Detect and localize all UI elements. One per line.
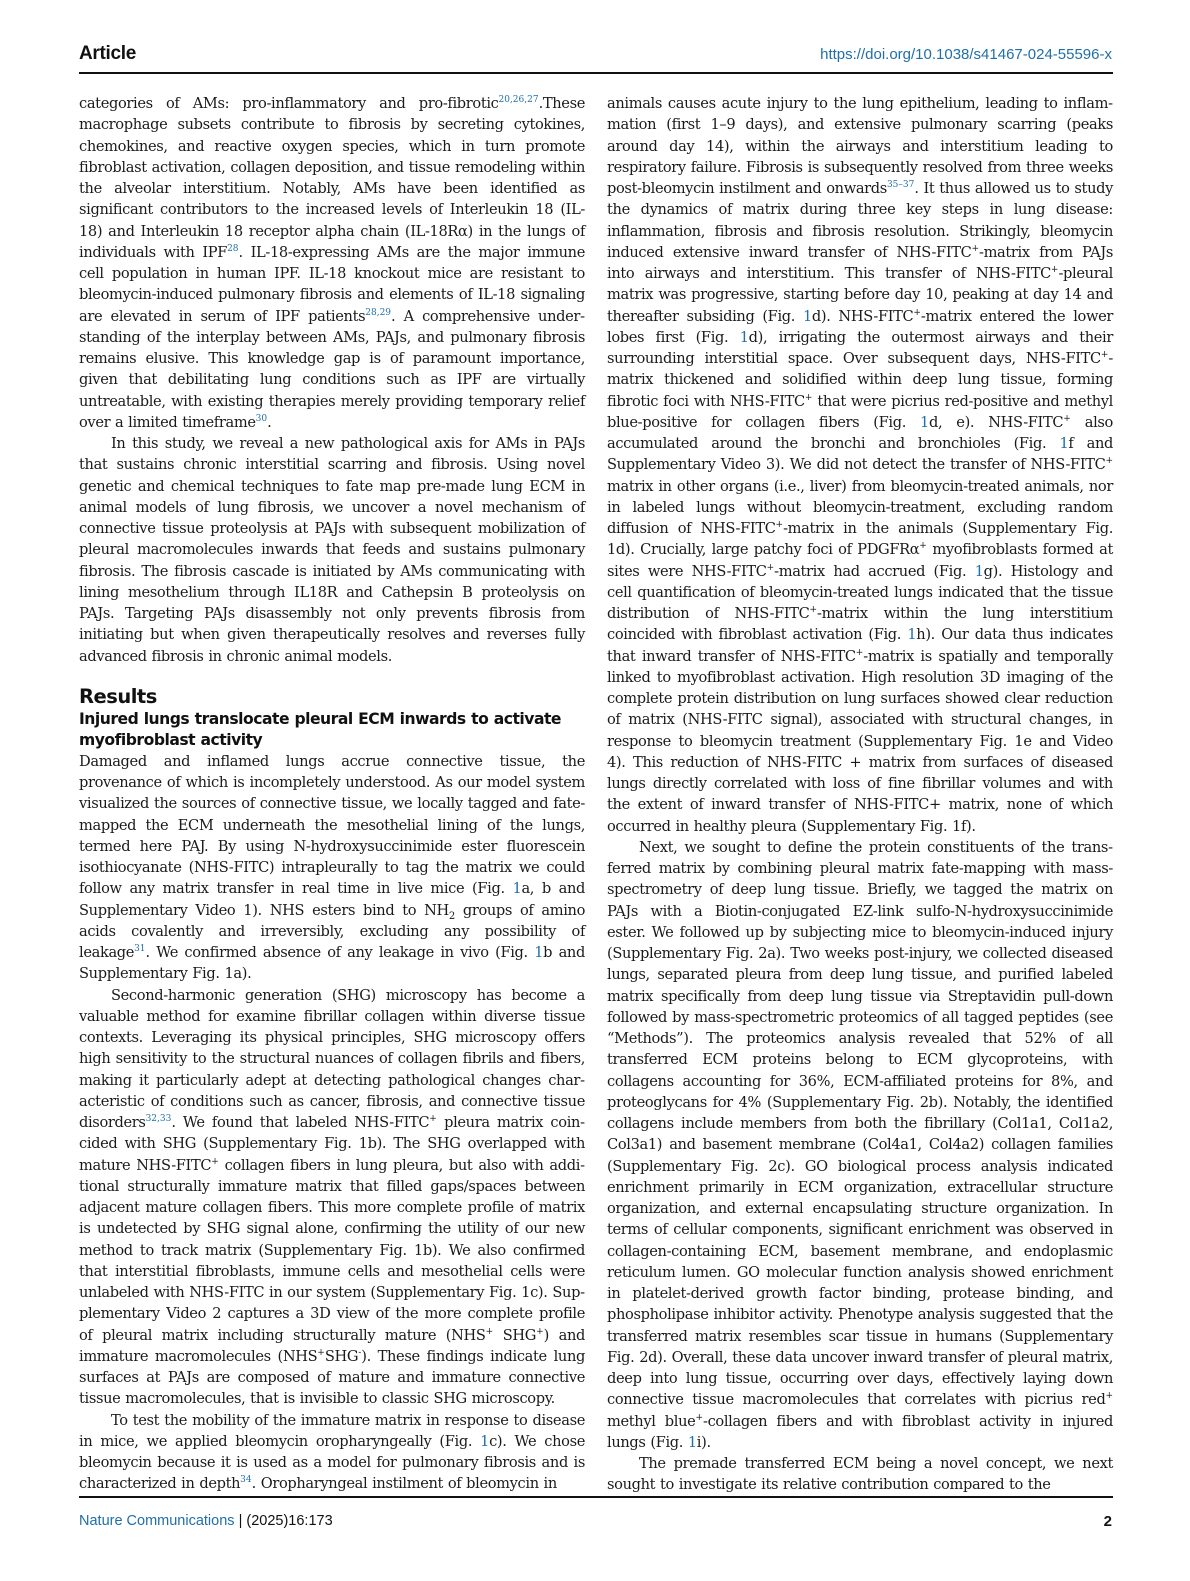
superscript: +	[695, 1412, 703, 1423]
superscript: +	[1063, 413, 1071, 424]
doi-link[interactable]: https://doi.org/10.1038/s41467-024-55596-x	[820, 46, 1112, 63]
figure-ref-link[interactable]: 1	[920, 413, 929, 431]
paragraph: categories of AMs: pro-inflammatory and pro-fibrotic$^{20,26,27}$.These macrophage subsets contribute to fibrosis by secreting cytokines, chemokines, and reactive oxygen species, which in turn promote fibroblast activation, collagen deposition, and tissue remodeling within the alveolar interstitium. Notably, AMs have been identified as significant contributors to the increased levels of Interleukin 18 (IL-18) and Interleukin 18 receptor alpha chain (IL-18Rα) in the lungs of individuals with IPF$^{28}$. IL-18-expressing AMs are the major immune cell population in human IPF. IL-18 knockout mice are resistant to bleomycin-induced pulmonary fibrosis and elements of IL-18 signaling are elevated in serum of IPF patients$^{28,29}$. A comprehensive understanding of the interplay between AMs, PAJs, and pulmonary fibrosis remains elusive. This knowledge gap is of paramount importance, given that debilitating lung conditions such as IPF are virtually untreatable, with existing therapies merely providing temporary relief over a limited timeframe$^{30}$.	[79, 95, 586, 431]
paragraph: Second-harmonic generation (SHG) microscopy has become a valuable method for examine fibrillar collagen within diverse tissue contexts. Leveraging its physical principles, SHG microscopy offers high sensitivity to the structural nuances of collagen fibrils and fibers, making it particularly adept at detecting pathological changes characteristic of conditions such as cancer, fibrosis, and connective tissue disorders$^{32,33}$. We found that labeled NHS-FITC+ pleura matrix coincided with SHG (Supplementary Fig. 1b). The SHG overlapped with mature NHS-FITC+ collagen fibers in lung pleura, but also with additional structurally immature matrix that filled gaps/spaces between adjacent mature collagen fibers. This more complete profile of matrix is undetected by SHG signal alone, confirming the utility of our new method to track matrix (Supplementary Fig. 1b). We also confirmed that interstitial fibroblasts, immune cells and mesothelial cells were unlabeled with NHS-FITC in our system (Supplementary Fig. 1c). Supplementary Video 2 captures a 3D view of the more complete profile of pleural matrix including structurally mature (NHS+ SHG+) and immature macromolecules (NHS+SHG-). These findings indicate lung surfaces at PAJs are composed of mature and immature connective tissue macromolecules, that is invisible to classic SHG microscopy.	[79, 986, 585, 1408]
superscript: +	[1105, 1391, 1113, 1402]
footer-citation	[79, 1513, 333, 1529]
superscript: +	[1100, 350, 1109, 361]
figure-ref-link[interactable]: 1	[687, 1433, 697, 1451]
citation-ref-link[interactable]: 34	[240, 1475, 252, 1486]
right-column	[607, 93, 1113, 1496]
paragraph: The premade transferred ECM being a novel concept, we next sought to investigate its relative contribution compared to the	[607, 1455, 1113, 1494]
page-number: 2	[1103, 1513, 1112, 1530]
figure-ref-link[interactable]: 1	[974, 562, 984, 580]
figure-ref-link[interactable]: 1	[907, 626, 917, 644]
superscript: +	[766, 562, 775, 573]
figure-ref-link[interactable]: 1	[480, 1432, 490, 1450]
paragraph: In this study, we reveal a new pathological axis for AMs in PAJs that sustains chronic interstitial scarring and fibrosis. Using novel genetic and chemical techniques to fate map pre-made lung ECM in animal models of lung fibrosis, we uncover a novel mechanism of connective tissue proteolysis at PAJs with subsequent mobilization of pleural macromolecules inwards that feeds and sustains pulmonary fibrosis. The fibrosis cascade is initiated by AMs communicating with lining mesothelium through IL18R and Cathepsin B proteolysis on PAJs. Targeting PAJs disassembly not only prevents fibrosis from initiating but when given therapeutically resolves and reverses fully advanced fibrosis in chronic animal models.	[79, 435, 585, 665]
figure-ref-link[interactable]: 1	[534, 944, 544, 961]
paragraph: Next, we sought to define the protein constituents of the transferred matrix by combining pleural matrix fate-mapping with mass-spectrometry of deep lung tissue. Briefly, we tagged the matrix on PAJs with a Biotin-conjugated EZ-link sulfo-N-hydroxysuccinimide ester. We followed up by subjecting mice to bleomycin-induced injury (Supplementary Fig. 2a). Two weeks post-injury, we collected diseased lungs, separated pleura from deep lung tissue, and purified labeled matrix specifically from deep lung tissue via Streptavidin pull-down followed by mass-spectrometric proteomics of all tagged peptides (see “Methods”). The proteomics analysis revealed that 52% of all transferred ECM proteins belong to ECM glycoproteins, with collagens accounting for 36%, ECM-affiliated proteins for 8%, and proteoglycans for 4% (Supplementary Fig. 2b). Notably, the identified collagens include members from both the fibrillary (Col1a1, Col1a2, Col3a1) and basement membrane (Col4a1, Col4a2) collagen families (Supplementary Fig. 2c). GO biological process analysis indicated enrichment primarily in ECM organization, extracellular structure organization, and external encapsulating structure organization. In terms of cellular components, significant enrichment was observed in collagen-containing ECM, basement membrane, and endoplasmic reticulum lumen. GO molecular function analysis showed enrichment in platelet-derived growth factor binding, protease binding, and phospholipase inhibitor activity. Phenotype analysis suggested that the transferred matrix resembles scar tissue in humans (Supplementary Fig. 2d). Overall, these data uncover inward transfer of pleural matrix, deep into lung tissue, occurring over days, effectively laying down connective tissue macromolecules that correlates with picrius red+ methyl blue+-collagen fibers and with fibroblast activity in injured lungs (Fig. 1i).	[607, 838, 1113, 1451]
subscript: 2	[448, 910, 455, 922]
figure-ref-link[interactable]: 1	[739, 328, 749, 346]
superscript: +	[536, 1326, 544, 1337]
superscript: +	[913, 307, 921, 318]
subsection-heading: Injured lungs translocate pleural ECM inwards to activate myofibroblast activity	[79, 709, 561, 749]
superscript: +	[804, 392, 813, 403]
superscript: +	[485, 1326, 494, 1337]
figure-ref-link[interactable]: 1	[512, 880, 522, 898]
citation-ref-link[interactable]: 20,26,27	[498, 95, 539, 106]
superscript: +	[809, 605, 817, 616]
journal-link[interactable]: Nature Communications	[79, 1513, 235, 1529]
citation-ref-link[interactable]: 28,29	[365, 307, 392, 318]
volume-citation: | (2025)16:173	[234, 1513, 333, 1529]
paragraph: To test the mobility of the immature matrix in response to disease in mice, we applied bleomycin oropharyngeally (Fig. 1c). We chose bleomycin because it is used as a model for pulmonary fibrosis and is characterized in depth$^{34}$. Oropharyngeal instilment of bleomycin in	[79, 1411, 585, 1493]
citation-ref-link[interactable]: 30	[255, 413, 268, 424]
superscript: -	[358, 1347, 362, 1358]
citation-ref-link[interactable]: 32,33	[145, 1114, 172, 1125]
figure-ref-link[interactable]: 1	[1059, 435, 1069, 452]
article-type-label: Article	[79, 43, 137, 64]
paragraph: Damaged and inflamed lungs accrue connective tissue, the provenance of which is incompletely understood. As our model system visualized the sources of connective tissue, we locally tagged and fate-mapped the ECM underneath the mesothelial lining of the lungs, termed here PAJ. By using N-hydroxysuccinimide ester fluorescein isothiocyanate (NHS-FITC) intrapleurally to tag the matrix we could follow any matrix transfer in real time in live mice (Fig. 1a, b and Supplementary Video 1). NHS esters bind to $NH_2$ groups of amino acids covalently and irreversibly, excluding any possibility of leakage$^{31}$. We confirmed absence of any leakage in vivo (Fig. 1b and Supplementary Fig. 1a).	[79, 752, 585, 983]
citation-ref-link[interactable]: 31	[134, 944, 146, 955]
superscript: +	[775, 520, 784, 531]
section-heading-results: Results	[79, 684, 157, 708]
citation-ref-link[interactable]: 28	[227, 243, 239, 254]
superscript: +	[971, 243, 979, 254]
figure-ref-link[interactable]: 1	[802, 307, 812, 325]
superscript: +	[211, 1156, 219, 1167]
footer-divider	[79, 1496, 1113, 1498]
superscript: +	[429, 1114, 437, 1125]
superscript: +	[1050, 265, 1059, 276]
superscript: +	[1105, 456, 1113, 467]
left-column	[79, 93, 585, 1495]
paragraph: animals causes acute injury to the lung epithelium, leading to inflammation (first 1–9 days), and extensive pulmonary scarring (peaks around day 14), within the airways and interstitium leading to respiratory failure. Fibrosis is subsequently resolved from three weeks post-bleomycin instilment and onwards$^{35-37}$. It thus allowed us to study the dynamics of matrix during three key steps in lung disease: inflammation, fibrosis and fibrosis resolution. Strikingly, bleomycin induced extensive inward transfer of NHS-FITC+-matrix from PAJs into airways and interstitium. This transfer of NHS-FITC+-pleural matrix was progressive, starting before day 10, peaking at day 14 and thereafter subsiding (Fig. 1d). NHS-FITC+-matrix entered the lower lobes first (Fig. 1d), irrigating the outermost airways and their surrounding interstitial space. Over subsequent days, NHS-FITC+-matrix thickened and solidified within deep lung tissue, forming fibrotic foci with NHS-FITC+ that were picrius red-positive and methyl blue-positive for collagen fibers (Fig. 1d, e). NHS-FITC+ also accumulated around the bronchi and bronchioles (Fig. 1f and Supplementary Video 3). We did not detect the transfer of NHS-FITC+ matrix in other organs (i.e., liver) from bleomycin-treated animals, nor in labeled lungs without bleomycin-treatment, excluding random diffusion of NHS-FITC+-matrix in the animals (Supplementary Fig. 1d). Crucially, large patchy foci of PDGFRα+ myofibroblasts formed at sites were NHS-FITC+-matrix had accrued (Fig. 1g). Histology and cell quantification of bleomycin-treated lungs indicated that the tissue distribution of NHS-FITC+-matrix within the lung interstitium coincided with fibroblast activation (Fig. 1h). Our data thus indicates that inward transfer of NHS-FITC+-matrix is spatially and temporally linked to myofibroblast activation. High resolution 3D imaging of the complete protein distribution on lung surfaces showed clear reduction of matrix (NHS-FITC signal), associated with structural changes, in response to bleomycin treatment (Supplementary Fig. 1e and Video 4). This reduction of NHS-FITC + matrix from surfaces of diseased lungs directly correlated with loss of fine fibrillar volumes and with the extent of inward transfer of NHS-FITC+ matrix, none of which occurred in healthy pleura (Supplementary Fig. 1f).	[607, 95, 1114, 835]
superscript: +	[855, 647, 864, 658]
superscript: +	[919, 541, 927, 552]
header-divider	[79, 72, 1113, 74]
citation-ref-link[interactable]: 35–37	[886, 180, 915, 191]
superscript: +	[317, 1347, 325, 1358]
